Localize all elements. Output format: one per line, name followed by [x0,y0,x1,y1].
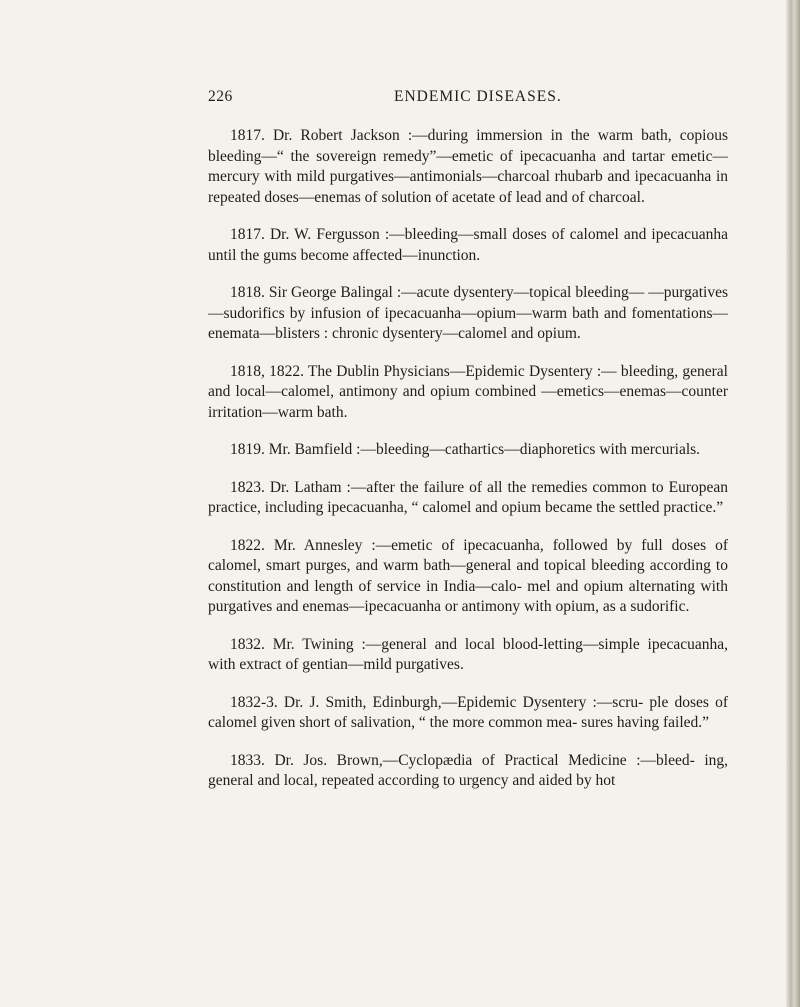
entry-smith-1832: 1832-3. Dr. J. Smith, Edinburgh,—Epidemic Dysentery :—scru- ple doses of calomel given short of salivation, “ the more common mea- sures having failed.” [208,693,728,731]
page-body [208,126,728,809]
entry-annesley-1822: 1822. Mr. Annesley :—emetic of ipecacuanha, followed by full doses of calomel, smart purges, and warm bath—general and topical bleeding according to constitution and length of service in India—calo- mel and opium alternating with purgatives and enemas—ipecacuanha or antimony with opium, as a sudorific. [208,536,728,615]
entry-balingal-1818: 1818. Sir George Balingal :—acute dysentery—topical bleeding— —purgatives—sudorifics by infusion of ipecacuanha—opium—warm bath and fomentations—enemata—blisters : chronic dysentery—calomel and opium. [208,284,728,342]
entry-latham-1823: 1823. Dr. Latham :—after the failure of all the remedies common to European practice, including ipecacuanha, “ calomel and opium became the settled practice.” [208,478,728,516]
page-number: 226 [208,88,233,105]
entry-dublin-physicians-1818: 1818, 1822. The Dublin Physicians—Epidemic Dysentery :— bleeding, general and local—calomel, antimony and opium combined —emetics—enemas—counter irritation—warm bath. [208,362,728,421]
entry-twining-1832: 1832. Mr. Twining :—general and local blood-letting—simple ipecacuanha, with extract of gentian—mild purgatives. [208,635,728,673]
entry-jackson-1817: 1817. Dr. Robert Jackson :—during immersion in the warm bath, copious bleeding—“ the sovereign remedy”—emetic of ipecacuanha and tartar emetic—mercury with mild purgatives—antimonials—charcoal rhubarb and ipecacuanha in repeated doses—enemas of solution of acetate of lead and of charcoal. [208,127,728,206]
entry-fergusson-1817: 1817. Dr. W. Fergusson :—bleeding—small doses of calomel and ipecacuanha until the gums become affected—inunction. [208,226,728,264]
page-edge-shadow [786,0,800,1007]
entry-bamfield-1819: 1819. Mr. Bamfield :—bleeding—cathartics—diaphoretics with mercurials. [230,441,701,458]
entry-brown-1833: 1833. Dr. Jos. Brown,—Cyclopædia of Practical Medicine :—bleed- ing, general and local, repeated according to urgency and aided by hot [208,751,728,789]
running-head: ENDEMIC DISEASES. [394,88,562,105]
